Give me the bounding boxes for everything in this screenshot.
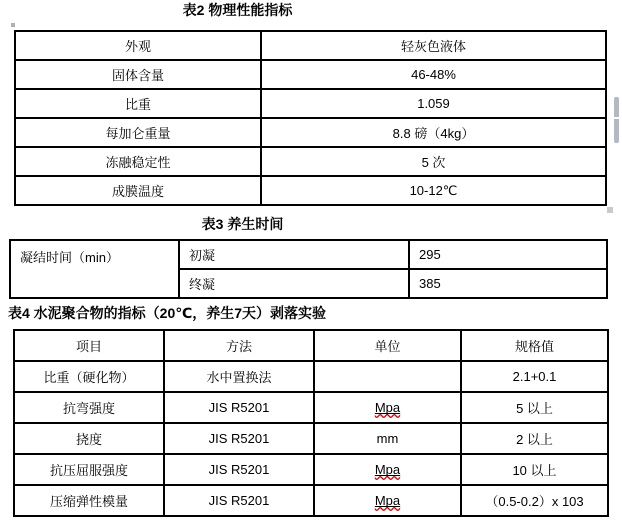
curing-time-table [9,239,608,299]
stage-value-cell: 385 [409,269,607,298]
table-row [15,89,606,118]
scrollbar-thumb-notch [614,117,619,119]
item-cell: 压缩弹性模量 [14,485,164,516]
cement-polymer-spec-table [13,329,609,517]
table-row [14,454,608,485]
method-cell: JIS R5201 [164,392,314,423]
header-item-cell: 项目 [14,330,164,361]
table-row [15,147,606,176]
misspelled-unit-text: Mpa [374,400,401,415]
property-label-cell: 外观 [15,31,261,60]
table-row [14,392,608,423]
misspelled-unit-text: Mpa [374,493,401,508]
setting-time-label-cell: 凝结时间（min） [10,240,179,298]
property-value-cell: 5 次 [261,147,606,176]
property-label-cell: 比重 [15,89,261,118]
unit-cell [314,485,461,516]
table-row [15,118,606,147]
method-cell: 水中置换法 [164,361,314,392]
stage-value-cell: 295 [409,240,607,269]
table-row [14,361,608,392]
property-label-cell: 冻融稳定性 [15,147,261,176]
property-label-cell: 成膜温度 [15,176,261,205]
table-move-handle-icon[interactable] [11,23,15,27]
header-spec-cell: 规格值 [461,330,608,361]
spec-cell: （0.5-0.2）x 103 [461,485,608,516]
property-label-cell: 每加仑重量 [15,118,261,147]
property-value-cell: 1.059 [261,89,606,118]
method-cell: JIS R5201 [164,485,314,516]
spec-cell: 2.1+0.1 [461,361,608,392]
table4-title: 表4 水泥聚合物的指标（20℃，养生7天）剥落实验 [8,305,326,321]
spec-cell: 2 以上 [461,423,608,454]
table-row [15,60,606,89]
item-cell: 抗压屈服强度 [14,454,164,485]
table3-title: 表3 养生时间 [201,216,284,232]
unit-cell [314,361,461,392]
table-row [14,485,608,516]
header-method-cell: 方法 [164,330,314,361]
table-row [15,31,606,60]
table-row [10,240,607,269]
property-value-cell: 8.8 磅（4kg） [261,118,606,147]
item-cell: 抗弯强度 [14,392,164,423]
table-row [15,176,606,205]
header-unit-cell: 单位 [314,330,461,361]
stage-cell: 终凝 [179,269,409,298]
property-value-cell: 46-48% [261,60,606,89]
table-row [14,423,608,454]
scrollbar-thumb[interactable] [614,97,619,143]
misspelled-unit-text: Mpa [374,462,401,477]
method-cell: JIS R5201 [164,454,314,485]
property-value-cell: 10-12℃ [261,176,606,205]
property-label-cell: 固体含量 [15,60,261,89]
spec-cell: 10 以上 [461,454,608,485]
table2-title: 表2 物理性能指标 [182,2,293,18]
unit-cell [314,454,461,485]
unit-cell [314,392,461,423]
property-value-cell: 轻灰色液体 [261,31,606,60]
item-cell: 比重（硬化物） [14,361,164,392]
table-resize-handle-icon[interactable] [607,207,613,213]
stage-cell: 初凝 [179,240,409,269]
unit-cell: mm [314,423,461,454]
table-header-row [14,330,608,361]
method-cell: JIS R5201 [164,423,314,454]
item-cell: 挠度 [14,423,164,454]
physical-properties-table [14,30,607,206]
spec-cell: 5 以上 [461,392,608,423]
